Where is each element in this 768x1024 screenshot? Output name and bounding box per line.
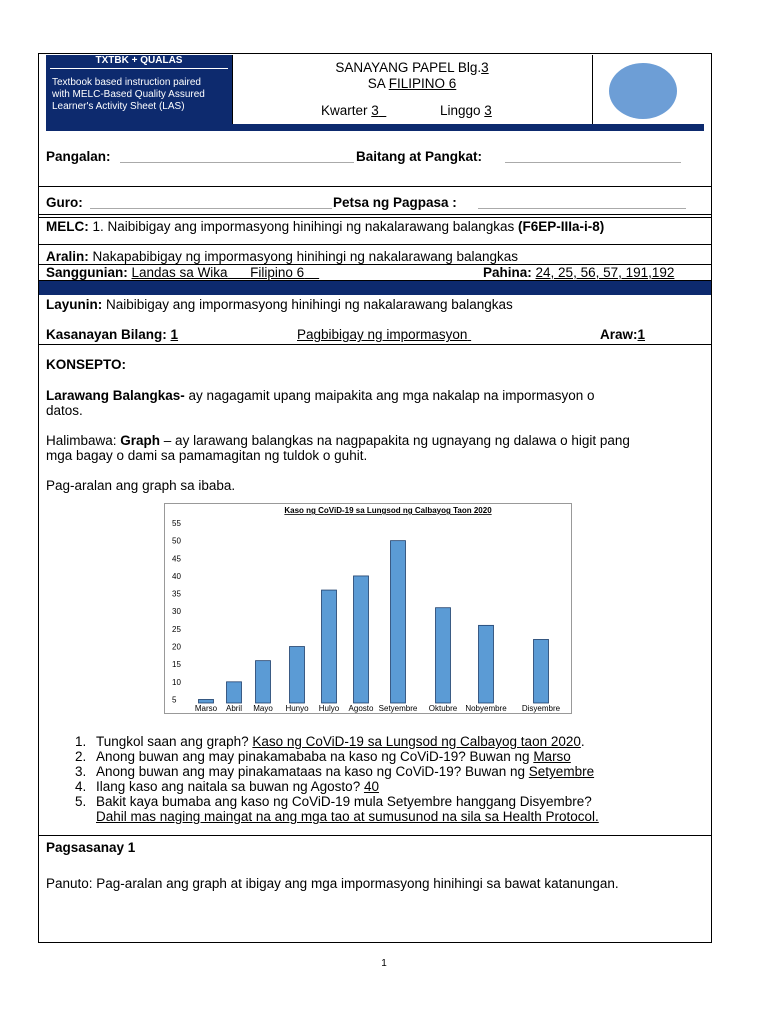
araw-line [600,327,645,342]
sanggunian-book: Landas sa Wika [131,265,228,280]
aralin-label: Aralin: [46,249,89,264]
rule-1 [38,186,712,187]
kwarter-text: Kwarter [321,103,372,118]
x-tick-label: Nobyembre [465,704,507,713]
answer-text: Dahil mas naging maingat na ang mga tao at sumusunod na sila sa Health Protocol. [96,809,599,824]
question-tail: . [580,734,585,749]
study-instruction: Pag-aralan ang graph sa ibaba. [46,478,236,493]
melc-text: 1. Naibibigay ang impormasyong hinihingi ng nakalarawang balangkas [88,219,519,234]
araw-value: 1 [637,327,646,342]
example-text-1: – ay larawang balangkas na nagpapakita ng ugnayang ng dalawa o higit pang [160,433,630,448]
y-tick-label: 5 [172,695,177,705]
linggo-text: Linggo [440,103,485,118]
box-desc-line-3: Learner's Activity Sheet (LAS) [52,101,185,112]
pahina-value: 24, 25, 56, 57, 191,192 [535,265,675,280]
covid-cases-bar-chart [164,503,572,714]
y-tick-label: 25 [172,624,181,634]
question-list [46,734,730,824]
definition-line-1 [46,388,595,403]
example-line-2: mga bagay o dami sa pamamagitan ng tuldok o guhit. [46,448,368,463]
school-logo-circle [609,63,677,119]
y-tick-label: 40 [172,571,181,581]
y-tick-label: 30 [172,607,181,617]
sanggunian-label: Sanggunian: [46,265,128,280]
box-desc-line-1: Textbook based instruction paired [52,77,201,88]
x-tick-label: Oktubre [428,704,458,713]
txtbk-qualas-box [46,55,232,125]
rule-2a [38,214,712,215]
petsa-label: Petsa ng Pagpasa : [333,195,457,210]
answer-text: Setyembre [528,764,595,779]
rule-2b [38,217,712,218]
answer-text: 40 [363,779,379,794]
baitang-field[interactable] [505,162,681,163]
question-text: Ilang kaso ang naitala sa buwan ng Agosto? [96,779,364,794]
konsepto-heading: KONSEPTO: [46,357,127,372]
x-tick-label: Agosto [348,704,374,713]
question-item [90,779,730,794]
x-tick-label: Mayo [253,704,273,713]
box-title: TXTBK + QUALAS [95,55,183,66]
title-prefix: SANAYANG PAPEL Blg. [335,60,482,75]
y-tick-label: 10 [172,677,181,687]
question-item [90,749,730,764]
x-tick-label: Hulyo [318,704,340,713]
sanggunian-line [46,265,319,280]
pangalan-label: Pangalan: [46,149,111,164]
pangalan-field[interactable] [120,162,354,163]
aralin-line [46,249,518,264]
header-divider-2 [592,55,593,125]
linggo-label [440,103,492,118]
y-tick-label: 35 [172,589,181,599]
rule-6 [38,344,712,345]
kwarter-value: 3 [371,103,379,118]
bar-setyembre [391,541,406,703]
kasanayan-label: Kasanayan Bilang: [46,327,171,342]
y-tick-label: 55 [172,519,181,528]
question-item [90,794,730,824]
bar-mayo [256,661,271,703]
bar-abril [227,682,242,703]
y-tick-label: 20 [172,642,181,652]
melc-code: (F6EP-IIIa-i-8) [518,219,605,234]
definition-term: Larawang Balangkas- [46,388,185,403]
y-tick-label: 45 [172,554,181,564]
x-tick-label: Abril [225,704,243,713]
definition-line-2: datos. [46,403,83,418]
bar-nobyembre [479,625,494,703]
kasanayan-skill-line [297,327,471,342]
guro-label: Guro: [46,195,83,210]
kasanayan-value: 1 [170,327,179,342]
pahina-label: Pahina: [483,265,532,280]
bar-oktubre [436,608,451,703]
pahina-line [483,265,674,280]
y-tick-label: 15 [172,660,181,670]
x-tick-label: Marso [194,704,218,713]
baitang-label: Baitang at Pangkat: [356,149,483,164]
layunin-line [46,297,513,312]
chart-title: Kaso ng CoViD-19 sa Lungsod ng Calbayog Taon 2020 [284,506,492,515]
kwarter-label [321,103,386,118]
pagsasanay-heading: Pagsasanay 1 [46,840,136,855]
layunin-text: Naibibigay ang impormasyong hinihingi ng nakalarawang balangkas [102,297,513,312]
definition-text-1: ay nagagamit upang maipakita ang mga nakalap na impormasyon o [184,388,595,403]
example-term: Graph [120,433,161,448]
rule-7 [38,835,712,836]
kasanayan-skill: Pagbibigay ng impormasyon [297,327,468,342]
linggo-value: 3 [484,103,492,118]
page-number: 1 [381,958,387,969]
petsa-field[interactable] [478,208,686,209]
question-item [90,764,730,779]
bar-disyembre [534,639,549,703]
question-text: Anong buwan ang may pinakamataas na kaso ng CoViD-19? Buwan ng [96,764,529,779]
araw-label: Araw: [600,327,638,342]
bar-agosto [354,576,369,703]
layunin-label: Layunin: [46,297,103,312]
x-tick-label: Setyembre [378,704,418,713]
example-label: Halimbawa: [46,433,121,448]
x-tick-label: Hunyo [285,704,309,713]
question-item [90,734,730,749]
guro-field[interactable] [90,208,332,209]
y-tick-label: 50 [172,536,181,546]
subject-prefix: SA [367,76,389,91]
header-blue-bar [46,124,704,131]
question-text: Bakit kaya bumaba ang kaso ng CoViD-19 mula Setyembre hanggang Disyembre? [96,794,592,809]
sanggunian-subject: Filipino 6 [250,265,305,280]
subject-name: FILIPINO 6 [388,76,457,91]
rule-3 [38,244,712,245]
panuto-text: Panuto: Pag-aralan ang graph at ibigay ang mga impormasyong hinihingi sa bawat katanungan. [46,876,619,891]
box-description [52,77,205,113]
box-title-rule [50,68,228,69]
melc-label: MELC: [46,219,89,234]
section-blue-bar [39,281,711,295]
example-line-1 [46,433,630,448]
title-number: 3 [481,60,489,75]
box-desc-line-2: with MELC-Based Quality Assured [52,89,205,100]
answer-text: Kaso ng CoViD-19 sa Lungsod ng Calbayog taon 2020 [252,734,581,749]
bar-hulyo [322,590,337,703]
bar-hunyo [290,647,305,703]
melc-line [46,219,604,234]
worksheet-title [232,60,592,92]
question-text: Anong buwan ang may pinakamababa na kaso ng CoViD-19? Buwan ng [96,749,534,764]
aralin-text: Nakapabibigay ng impormasyong hinihingi ng nakalarawang balangkas [88,249,519,264]
bar-marso [199,699,214,703]
answer-text: Marso [533,749,571,764]
x-tick-label: Disyembre [521,704,561,713]
kasanayan-line [46,327,178,342]
question-text: Tungkol saan ang graph? [96,734,253,749]
